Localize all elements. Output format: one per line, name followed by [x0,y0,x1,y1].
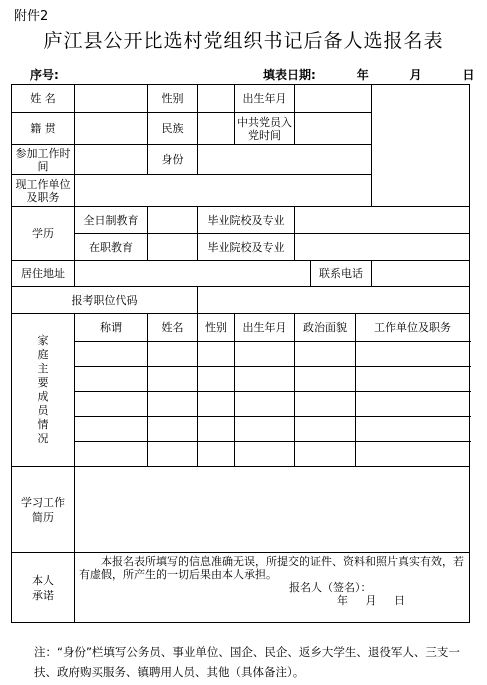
fulltime-school-label: 毕业院校及专业 [198,207,295,234]
family-cell[interactable] [148,367,198,392]
family-cell[interactable] [198,392,235,417]
fill-date-month: 月 [409,68,422,82]
native-input[interactable] [75,113,148,145]
family-cell[interactable] [198,417,235,442]
birth-label: 出生年月 [235,85,295,113]
native-label: 籍 贯 [12,113,75,145]
registration-form [11,84,470,623]
party-join-label: 中共党员入党时间 [235,113,295,145]
family-cell[interactable] [356,367,470,392]
commitment-date: 年 月 日 [337,594,405,607]
work-start-input[interactable] [75,145,148,175]
attachment-label: 附件2 [14,9,49,24]
fulltime-edu-label: 全日制教育 [75,207,148,234]
family-cell[interactable] [356,442,470,467]
birth-input[interactable] [295,85,372,113]
family-header-birth: 出生年月 [235,314,295,342]
gender-label: 性别 [148,85,198,113]
family-cell[interactable] [75,417,148,442]
family-cell[interactable] [75,392,148,417]
family-cell[interactable] [148,417,198,442]
commitment-label-text: 本人承诺 [32,573,54,602]
family-label-text: 家庭主要成员情况 [37,334,49,445]
family-header-gender: 性别 [198,314,235,342]
work-start-label: 参加工作时间 [12,145,75,175]
current-job-input[interactable] [75,175,372,207]
identity-label: 身份 [148,145,198,175]
fill-date-day: 日 [462,68,475,82]
family-cell[interactable] [75,367,148,392]
family-cell[interactable] [235,342,295,367]
resume-label [12,467,75,553]
family-cell[interactable] [198,367,235,392]
inservice-edu-label: 在职教育 [75,234,148,261]
fulltime-school-input[interactable] [295,207,470,234]
family-header-politics: 政治面貌 [295,314,356,342]
commitment-signature: 报名人（签名）： [289,581,372,594]
family-cell[interactable] [235,417,295,442]
photo-cell[interactable] [372,85,470,207]
form-title: 庐江县公开比选村党组织书记后备人选报名表 [43,30,444,52]
commitment-cell [75,553,470,623]
family-cell[interactable] [198,342,235,367]
resume-input[interactable] [75,467,470,553]
commitment-label [12,553,75,623]
current-job-label: 现工作单位及职务 [12,175,75,207]
fill-date-label: 填表日期: [263,68,316,82]
commitment-text: 本报名表所填写的信息准确无误，所提交的证件、资料和照片真实有效，若有虚假，所产生的一切后果由本人承担。 [79,555,464,581]
phone-input[interactable] [372,261,470,287]
family-cell[interactable] [148,392,198,417]
resume-label-text: 学习工作简历 [21,495,65,524]
fill-date [263,66,475,83]
phone-label: 联系电话 [311,261,372,287]
fulltime-edu-input[interactable] [148,207,198,234]
inservice-school-label: 毕业院校及专业 [198,234,295,261]
family-cell[interactable] [356,417,470,442]
family-cell[interactable] [235,442,295,467]
identity-input[interactable] [198,145,372,175]
family-cell[interactable] [295,392,356,417]
family-cell[interactable] [75,442,148,467]
address-label: 居住地址 [12,261,75,287]
footnote: 注：“身份”栏填写公务员、事业单位、国企、民企、返乡大学生、退役军人、三支一扶、政府购买服务、镇聘用人员、其他（具体备注）。 [34,645,460,679]
family-cell[interactable] [235,392,295,417]
ethnicity-label: 民族 [148,113,198,145]
fill-date-year: 年 [356,68,369,82]
family-cell[interactable] [148,342,198,367]
family-cell[interactable] [295,342,356,367]
family-cell[interactable] [235,367,295,392]
family-cell[interactable] [75,342,148,367]
family-cell[interactable] [198,442,235,467]
position-code-label: 报考职位代码 [12,287,198,314]
party-join-input[interactable] [295,113,372,145]
ethnicity-input[interactable] [198,113,235,145]
family-label [12,314,75,467]
name-label: 姓 名 [12,85,75,113]
family-cell[interactable] [356,342,470,367]
inservice-school-input[interactable] [295,234,470,261]
serial-label: 序号: [30,68,59,82]
family-cell[interactable] [148,442,198,467]
family-header-relation: 称谓 [75,314,148,342]
gender-input[interactable] [198,85,235,113]
inservice-edu-input[interactable] [148,234,198,261]
education-label: 学历 [12,207,75,261]
family-header-job: 工作单位及职务 [356,314,470,342]
family-cell[interactable] [356,392,470,417]
family-cell[interactable] [295,367,356,392]
family-header-name: 姓名 [148,314,198,342]
family-cell[interactable] [295,417,356,442]
position-code-input[interactable] [198,287,470,314]
name-input[interactable] [75,85,148,113]
family-cell[interactable] [295,442,356,467]
address-input[interactable] [75,261,311,287]
